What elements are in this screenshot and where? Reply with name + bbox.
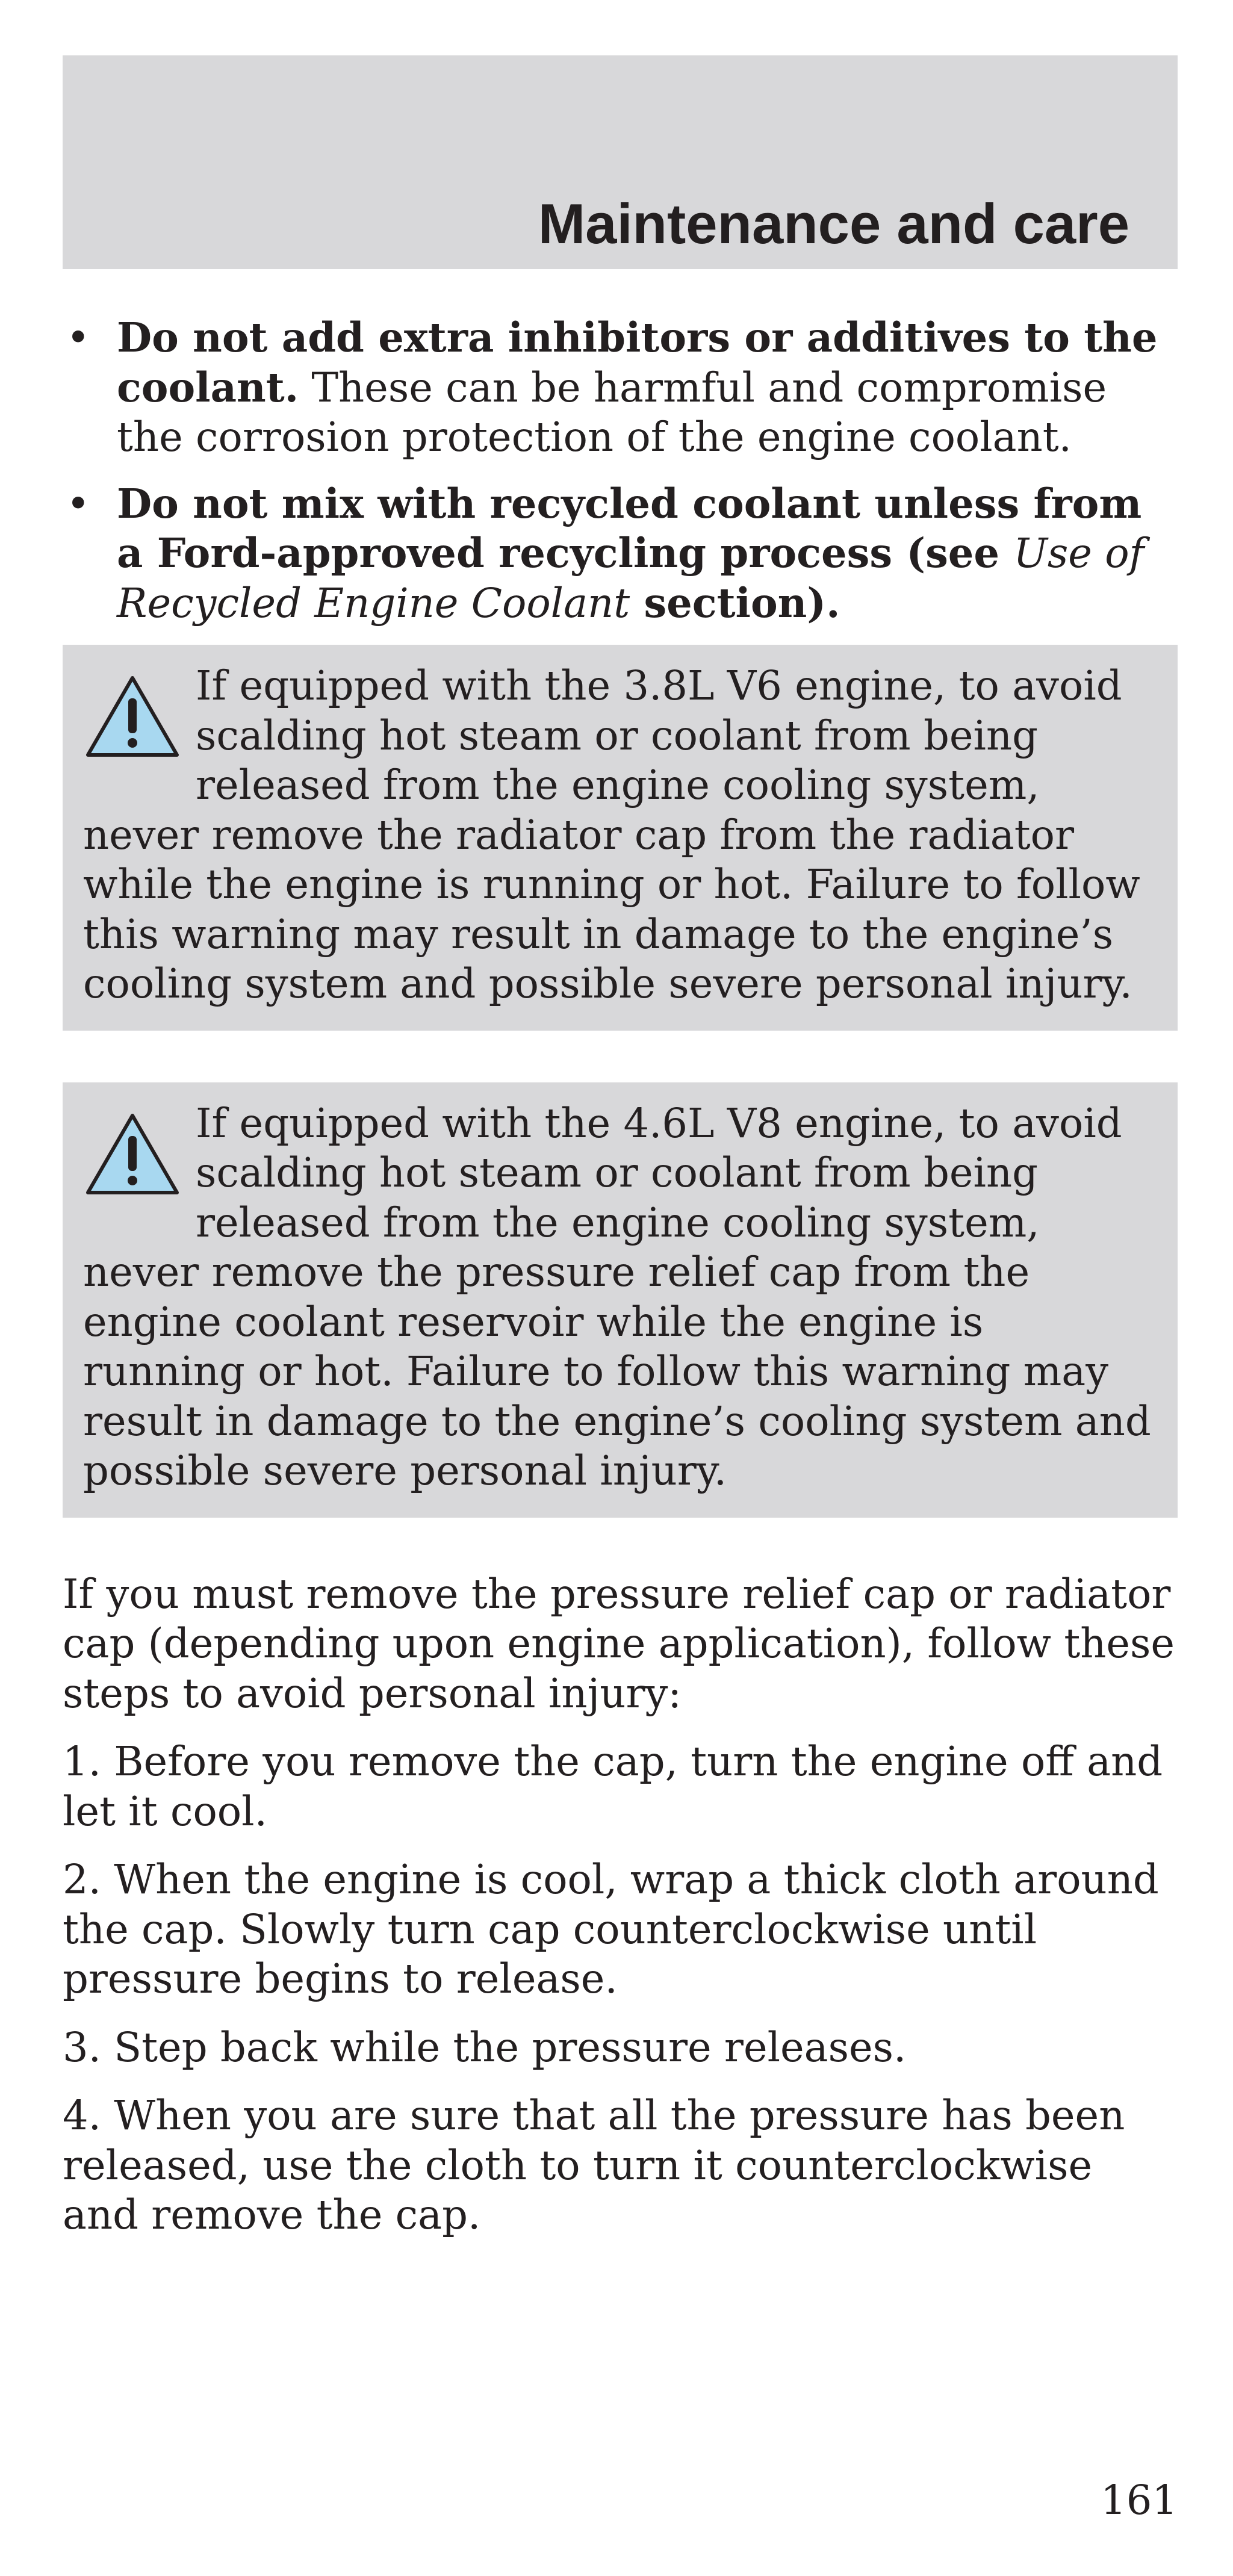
page-title: Maintenance and care xyxy=(538,192,1129,255)
page-number: 161 xyxy=(1101,2477,1178,2524)
bullet-bold-end-text: section). xyxy=(630,579,840,627)
bullet-list xyxy=(63,313,1178,628)
warning-text: If equipped with the 3.8L V6 engine, to avoid scalding hot steam or coolant from being released from the engine cooling system, never remove the radiator cap from the radiator while the engine is running or hot. Failure to follow this warning may result in damage to the engine’s cooling system and possible severe personal injury. xyxy=(83,662,1140,1007)
warning-box xyxy=(63,645,1178,1031)
warning-text: If equipped with the 4.6L V8 engine, to avoid scalding hot steam or coolant from being released from the engine cooling system, never remove the pressure relief cap from the engine coolant reservoir while the engine is running or hot. Failure to follow this warning may result in damage to the engine’s cooling system and possible severe personal injury. xyxy=(83,1099,1151,1494)
step-item: 3. Step back while the pressure releases. xyxy=(63,2023,907,2071)
bullet-dot: • xyxy=(66,314,90,361)
content xyxy=(63,313,1178,2259)
bullet-bold-text: Do not add extra inhibitors or additives to the coolant. xyxy=(117,314,1158,411)
warning-box xyxy=(63,1082,1178,1518)
step-item: 2. When the engine is cool, wrap a thick cloth around the cap. Slowly turn cap counterclockwise until pressure begins to release. xyxy=(63,1856,1159,2002)
list-item xyxy=(63,313,1178,462)
section-reference: Use of Recycled Engine Coolant xyxy=(117,530,1144,627)
warning-triangle-icon xyxy=(83,1110,182,1200)
step-item: 1. Before you remove the cap, turn the engine off and let it cool. xyxy=(63,1738,1163,1835)
bullet-bold-text: Do not mix with recycled coolant unless from a Ford-approved recycling process (see xyxy=(117,479,1142,577)
list-item xyxy=(63,479,1178,628)
warning-triangle-icon xyxy=(83,672,182,762)
intro-paragraph: If you must remove the pressure relief cap or radiator cap (depending upon engine application), follow these steps to avoid personal injury: xyxy=(63,1570,1175,1717)
header-band xyxy=(63,55,1178,269)
bullet-dot: • xyxy=(66,480,90,527)
bullet-text xyxy=(117,479,1178,628)
bullet-text xyxy=(117,313,1178,462)
bullet-plain-text: These can be harmful and compromise the corrosion protection of the engine coolant. xyxy=(117,364,1107,461)
step-item: 4. When you are sure that all the pressure has been released, use the cloth to turn it counterclockwise and remove the cap. xyxy=(63,2092,1125,2238)
